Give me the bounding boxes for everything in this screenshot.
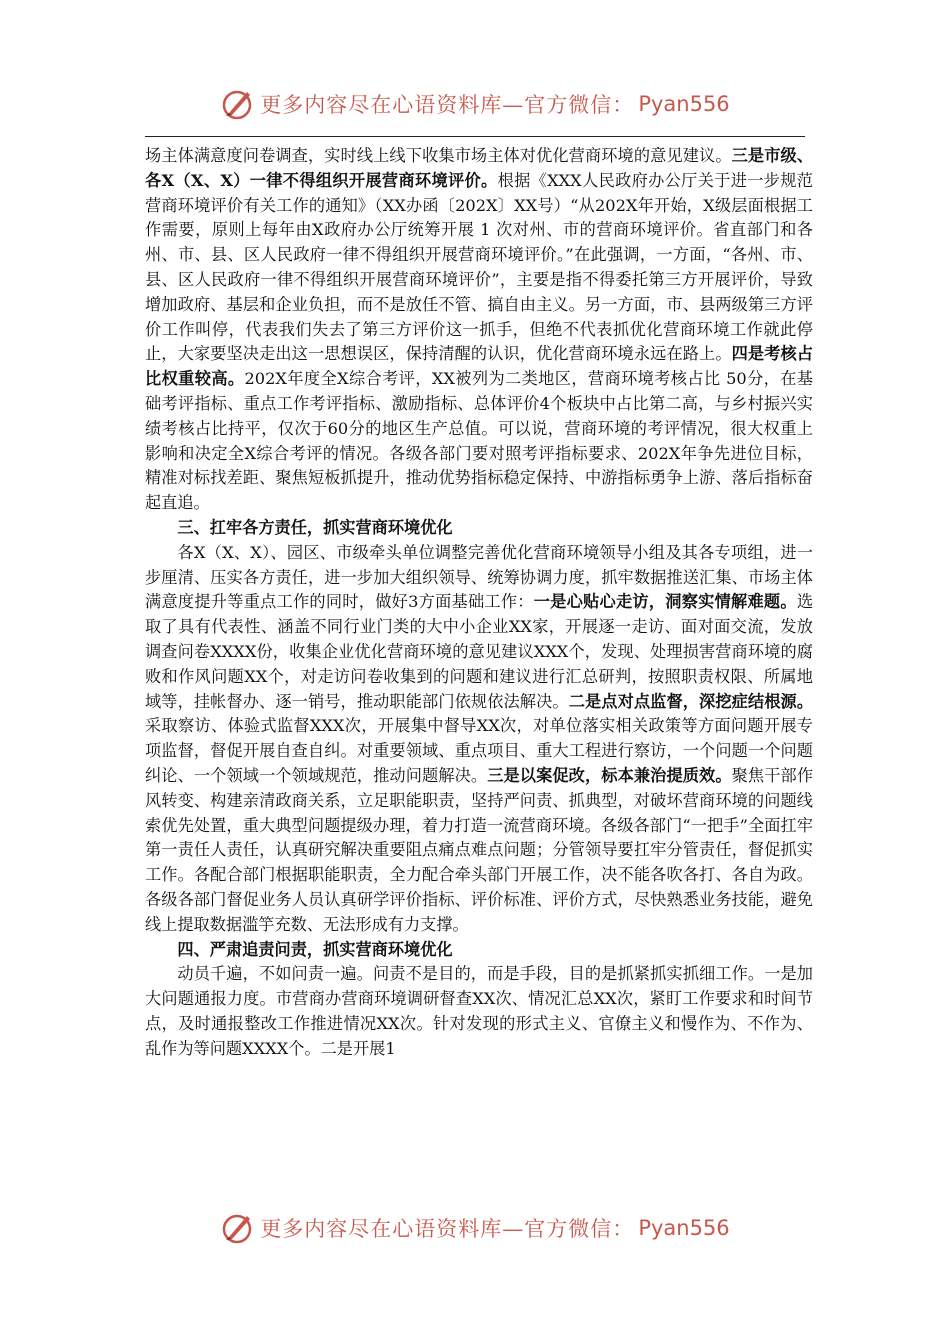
pen-logo-icon	[220, 1210, 256, 1246]
section-heading-4: 四、严肃追责问责，抓实营商环境优化	[177, 939, 453, 959]
paragraph-3	[145, 962, 813, 1061]
text-run: 202X年度全X综合考评，XX被列为二类地区，营商环境考核占比 50分，在基础考评指标、重点工作考评指标、激励指标、总体评价4个板块中占比第二高，与乡村振兴实绩考核占比持平，仅次于60分的地区生产总值。可以说，营商环境的考评情况，很大权重上影响和决定全X综合考评的情况。各级各部门要对照考评指标要求、202X年争先进位目标，精准对标找差距、聚焦短板抓提升，推动优势指标稳定保持、中游指标勇争上游、落后指标奋起直追。	[145, 369, 813, 513]
text-run: 场主体满意度问卷调查，实时线上线下收集市场主体对优化营商环境的意见建议。	[145, 146, 732, 165]
header-rule	[145, 136, 805, 137]
text-run: 选取了具有代表性、涵盖不同行业门类的大中小企业XX家，开展逐一走访、面对面交流，发放调查问卷XXXX份，收集企业优化营商环境的意见建议XXX个，发现、处理损害营商环境的腐败和作风问题XX个，对走访问卷收集到的问题和建议进行汇总研判，按照职责权限、所属地域等，挂帐督办、逐一销号，推动职能部门依规依法解决。	[145, 592, 813, 711]
paragraph-1	[145, 144, 813, 516]
watermark-header	[0, 84, 950, 124]
bold-lead-phrase: 三是市级、各X（X、X）一律不得组织开展营商环境评价。	[145, 146, 814, 190]
text-run: 聚焦干部作风转变、构建亲清政商关系，立足职能职责，坚持严问责、抓典型，对破坏营商环境的问题线索优先处置，重大典型问题提级办理，着力打造一流营商环境。各级各部门“一把手”全面扛牢第一责任人责任，认真研究解决重要阻点痛点难点问题；分管领导要扛牢分管责任，督促抓实工作。各配合部门根据职能职责，全力配合牵头部门开展工作，决不能各吹各打、各自为政。各级各部门督促业务人员认真研学评价指标、评价标准、评价方式，尽快熟悉业务技能，避免线上提取数据滥竽充数、无法形成有力支撑。	[145, 765, 814, 934]
bold-lead-phrase: 二是点对点监督，深挖症结根源。	[568, 691, 814, 711]
document-body	[145, 144, 813, 1061]
text-run: 各X（X、X）、园区、市级牵头单位调整完善优化营商环境领导小组及其各专项组，进一步厘清、压实各方责任，进一步加大组织领导、统筹协调力度，抓牢数据推送汇集、市场主体满意度提升等重点工作的同时，做好3方面基础工作：	[145, 542, 813, 612]
pen-logo-icon	[220, 86, 256, 122]
watermark-text: 更多内容尽在心语资料库—官方微信：	[260, 1217, 635, 1241]
section-heading-3: 三、扛牢各方责任，抓实营商环境优化	[177, 517, 453, 537]
watermark-wechat-id: Pyan556	[638, 92, 730, 116]
paragraph-2	[145, 541, 813, 938]
bold-lead-phrase: 四是考核占比权重较高。	[145, 344, 814, 389]
bold-lead-phrase: 三是以案促改，标本兼治提质效。	[487, 765, 732, 785]
watermark-wechat-id: Pyan556	[638, 1216, 730, 1240]
watermark-text: 更多内容尽在心语资料库—官方微信：	[260, 93, 635, 117]
text-run: 动员千遍，不如问责一遍。问责不是目的，而是手段，目的是抓紧抓实抓细工作。一是加大问题通报力度。市营商办营商环境调研督查XX次、情况汇总XX次，紧盯工作要求和时间节点，及时通报整改工作推进情况XX次。针对发现的形式主义、官僚主义和慢作为、不作为、乱作为等问题XXXX个。二是开展1	[145, 964, 813, 1058]
text-run: 采取察访、体验式监督XXX次，开展集中督导XX次，对单位落实相关政策等方面问题开展专项监督，督促开展自查自纠。对重要领域、重点项目、重大工程进行察访，一个问题一个问题纠论、一个领域一个领域规范，推动问题解决。	[145, 716, 813, 785]
watermark-footer	[0, 1208, 950, 1248]
text-run: 根据《XXX人民政府办公厅关于进一步规范营商环境评价有关工作的通知》（XX办函〔202X〕XX号）“从202X年开始，X级层面根据工作需要，原则上每年由X政府办公厅统筹开展 1 次对州、市的营商环境评价。省直部门和各州、市、县、区人民政府一律不得组织开展营商环境评价。”在此强调，一方面，“各州、市、县、区人民政府一律不得组织开展营商环境评价”，主要是指不得委托第三方开展评价，导致增加政府、基层和企业负担，而不是放任不管、搞自由主义。另一方面，市、县两级第三方评价工作叫停，代表我们失去了第三方评价这一抓手，但绝不代表抓优化营商环境工作就此停止，大家要坚决走出这一思想误区，保持清醒的认识，优化营商环境永远在路上。	[145, 170, 813, 364]
bold-lead-phrase: 一是心贴心走访，洞察实情解难题。	[533, 592, 797, 612]
